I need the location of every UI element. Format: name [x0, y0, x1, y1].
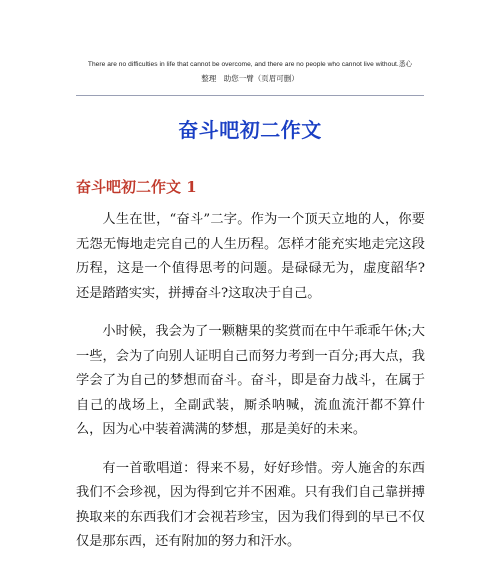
document-title: 奋斗吧初二作文	[178, 118, 322, 142]
paragraph-2: 小时候，我会为了一颗糖果的奖赏而在中午乖乖午休;大一些，会为了向别人证明自己而努力考到一百分;再大点，我学会了为自己的梦想而奋斗。奋斗，即是奋力战斗，在属于自己的战场上，全副武装，厮杀呐喊，流血流汗都不算什么，因为心中装着满满的梦想，那是美好的未来。	[76, 324, 425, 437]
paragraph-1: 人生在世，“奋斗”二字。作为一个顶天立地的人，你要无怨无悔地走完自己的人生历程。怎样才能充实地走完这段历程，这是一个值得思考的问题。是碌碌无为，虚度韶华?还是踏踏实实，拼搏奋斗?这取决于自己。	[76, 212, 425, 301]
section-heading: 奋斗吧初二作文 1	[76, 178, 197, 196]
page-header-subline: 整理 助您一臂（页眉可删）	[201, 74, 299, 83]
document-body	[76, 208, 425, 569]
paragraph-3: 有一首歌唱道：得来不易，好好珍惜。旁人施舍的东西我们不会珍视，因为得到它并不困难。只有我们自己靠拼搏换取来的东西我们才会视若珍宝，因为我们得到的早已不仅仅是那东西，还有附加的努力和汗水。	[76, 460, 425, 549]
header-divider	[76, 95, 424, 96]
page-header-quote: There are no difficulties in life that cannot be overcome, and there are no people who cannot live without.悉心	[87, 61, 413, 68]
